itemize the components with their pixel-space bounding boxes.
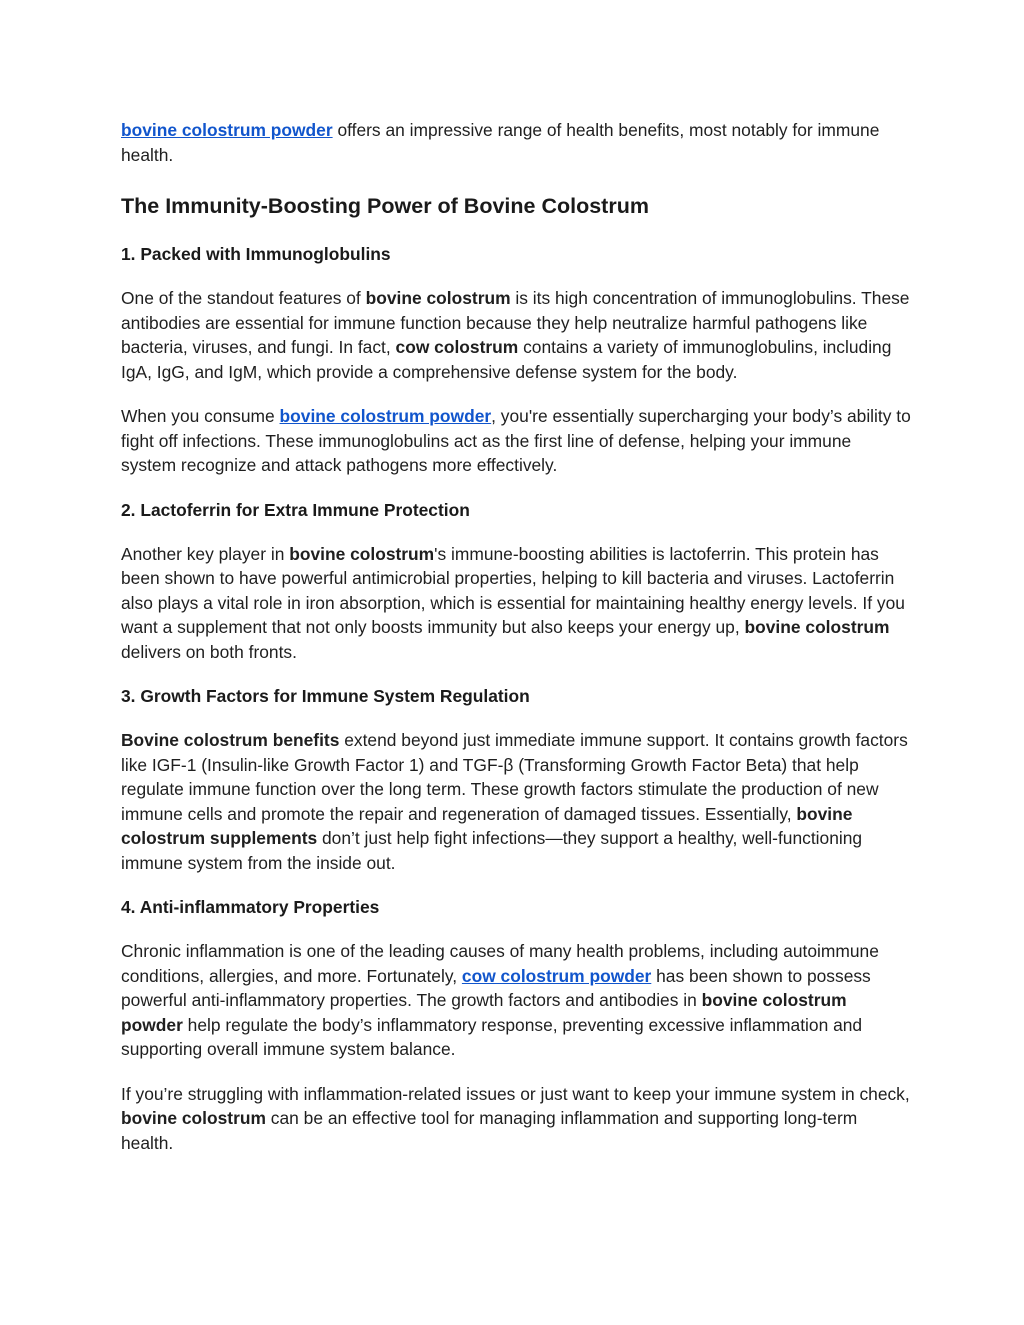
section-3-paragraph-1: Bovine colostrum benefits extend beyond just immediate immune support. It contains growth factors like IGF-1 (Insulin-like Growth Factor 1) and TGF-β (Transforming Growth Factor Beta) that help regulate immune function over the long term. These growth factors stimulate the production of new immune cells and promote the repair and regeneration of damaged tissues. Essentially, bovine colostrum supplements don’t just help fight infections—they support a healthy, well-functioning immune system from the inside out.	[121, 730, 908, 873]
intro-paragraph: bovine colostrum powder offers an impressive range of health benefits, most notably for immune health.	[121, 120, 880, 165]
section-4-paragraph-2: If you’re struggling with inflammation-related issues or just want to keep your immune system in check, bovine colostrum can be an effective tool for managing inflammation and supporting long-term health.	[121, 1083, 910, 1153]
section-4-title: 4. Anti-inflammatory Properties	[121, 897, 380, 917]
section-1-title: 1. Packed with Immunoglobulins	[121, 244, 391, 264]
section-4-paragraph-1: Chronic inflammation is one of the leading causes of many health problems, including autoimmune conditions, allergies, and more. Fortunately, cow colostrum powder has been shown to possess powerful anti-inflammatory properties. The growth factors and antibodies in bovine colostrum powder help regulate the body’s inflammatory response, preventing excessive inflammation and supporting overall immune system balance.	[121, 941, 879, 1059]
section-1-paragraph-2: When you consume bovine colostrum powder, you're essentially supercharging your body’s ability to fight off infections. These immunoglobulins act as the first line of defense, helping your immune system recognize and attack pathogens more effectively.	[121, 406, 911, 475]
bovine-colostrum-powder-link-2[interactable]: bovine colostrum powder	[279, 406, 492, 426]
section-3-title: 3. Growth Factors for Immune System Regulation	[121, 686, 530, 706]
section-2-title: 2. Lactoferrin for Extra Immune Protection	[121, 499, 470, 520]
section-1-paragraph-1: One of the standout features of bovine colostrum is its high concentration of immunoglobulins. These antibodies are essential for immune function because they help neutralize harmful pathogens like bacteria, viruses, and fungi. In fact, cow colostrum contains a variety of immunoglobulins, including IgA, IgG, and IgM, which provide a comprehensive defense system for the body.	[121, 288, 910, 382]
page-heading: The Immunity-Boosting Power of Bovine Colostrum	[121, 194, 649, 218]
bovine-colostrum-powder-link[interactable]: bovine colostrum powder	[121, 120, 333, 140]
cow-colostrum-powder-link[interactable]: cow colostrum powder	[461, 965, 652, 986]
document-page	[121, 118, 911, 1155]
section-2-paragraph-1: Another key player in bovine colostrum's immune-boosting abilities is lactoferrin. This protein has been shown to have powerful antimicrobial properties, helping to kill bacteria and viruses. Lactoferrin also plays a vital role in iron absorption, which is essential for maintaining healthy energy levels. If you want a supplement that not only boosts immunity but also keeps your energy up, bovine colostrum delivers on both fronts.	[121, 543, 905, 662]
